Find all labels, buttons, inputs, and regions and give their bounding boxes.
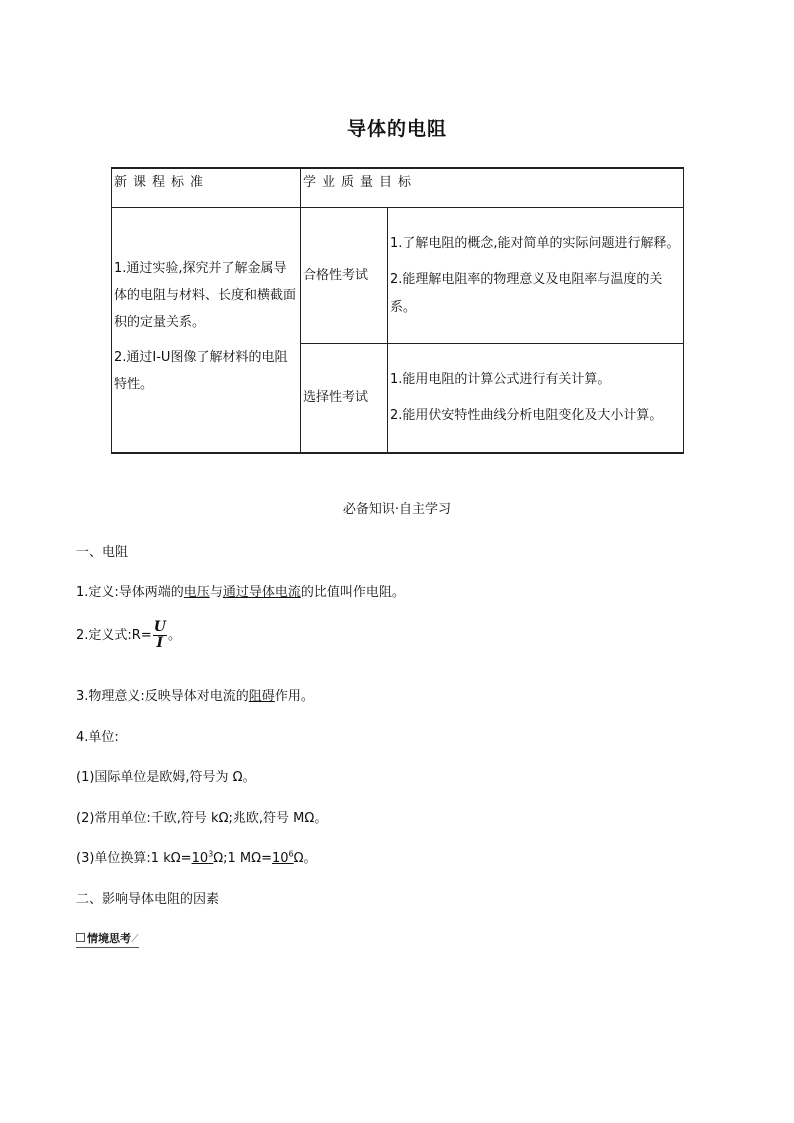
table-row bbox=[112, 208, 684, 344]
exam-type-selective: 选择性考试 bbox=[301, 344, 388, 454]
definition-line: 1.定义:导体两端的电压与通过导体电流的比值叫作电阻。 bbox=[76, 585, 405, 600]
selective-goal-1: 1.能用电阻的计算公式进行有关计算。 bbox=[390, 372, 611, 387]
slash-decoration-icon: ⟋ bbox=[131, 932, 139, 945]
scenario-thinking-label: 情境思考⟋ bbox=[76, 930, 139, 948]
qualifying-goal-2: 2.能理解电阻率的物理意义及电阻率与温度的关系。 bbox=[390, 271, 663, 315]
exam-type-qualifying: 合格性考试 bbox=[301, 208, 388, 344]
formula-line: 2.定义式:R= $\frac{U}{I}$ 。 bbox=[76, 619, 181, 651]
selective-goals-cell bbox=[388, 344, 684, 454]
qualifying-goal-1: 1.了解电阻的概念,能对简单的实际问题进行解释。 bbox=[390, 235, 680, 251]
curriculum-item-2: 2.通过I-U图像了解材料的电阻特性。 bbox=[114, 349, 288, 392]
heading-factors: 二、影响导体电阻的因素 bbox=[76, 892, 220, 907]
square-icon bbox=[76, 933, 85, 942]
page-title: 导体的电阻 bbox=[346, 118, 447, 140]
underlined-10e3: $10^3$ bbox=[191, 849, 214, 866]
unit-heading: 4.单位: bbox=[76, 730, 119, 745]
standards-table bbox=[111, 167, 684, 454]
selective-goal-2: 2.能用伏安特性曲线分析电阻变化及大小计算。 bbox=[390, 408, 663, 423]
underlined-10e6: $10^6$ bbox=[271, 849, 294, 866]
meaning-line: 3.物理意义:反映导体对电流的阻碍作用。 bbox=[76, 689, 314, 704]
qualifying-goals-cell bbox=[388, 208, 684, 344]
curriculum-cell bbox=[112, 208, 301, 454]
section-heading: 必备知识·自主学习 bbox=[342, 502, 452, 517]
curriculum-item-1: 1.通过实验,探究并了解金属导体的电阻与材料、长度和横截面积的定量关系。 bbox=[114, 260, 297, 330]
unit-common-line: (2)常用单位:千欧,符号 kΩ;兆欧,符号 MΩ。 bbox=[76, 811, 328, 826]
header-goals: 学业质量目标 bbox=[301, 168, 684, 208]
underlined-current: 通过导体电流 bbox=[222, 585, 301, 600]
unit-si-line: (1)国际单位是欧姆,符号为 Ω。 bbox=[76, 770, 256, 785]
fraction-u-over-i: $\frac{U}{I}$ bbox=[153, 619, 166, 651]
underlined-hinder: 阻碍 bbox=[248, 689, 275, 704]
underlined-voltage: 电压 bbox=[183, 585, 210, 600]
unit-conversion-line: (3)单位换算:1 $k\Omega=10^3\Omega;1$ $M\Omega=10^6\Omega$。 bbox=[76, 849, 317, 866]
header-curriculum: 新课程标准 bbox=[112, 168, 301, 208]
heading-resistance: 一、电阻 bbox=[76, 545, 129, 560]
table-header-row bbox=[112, 168, 684, 208]
